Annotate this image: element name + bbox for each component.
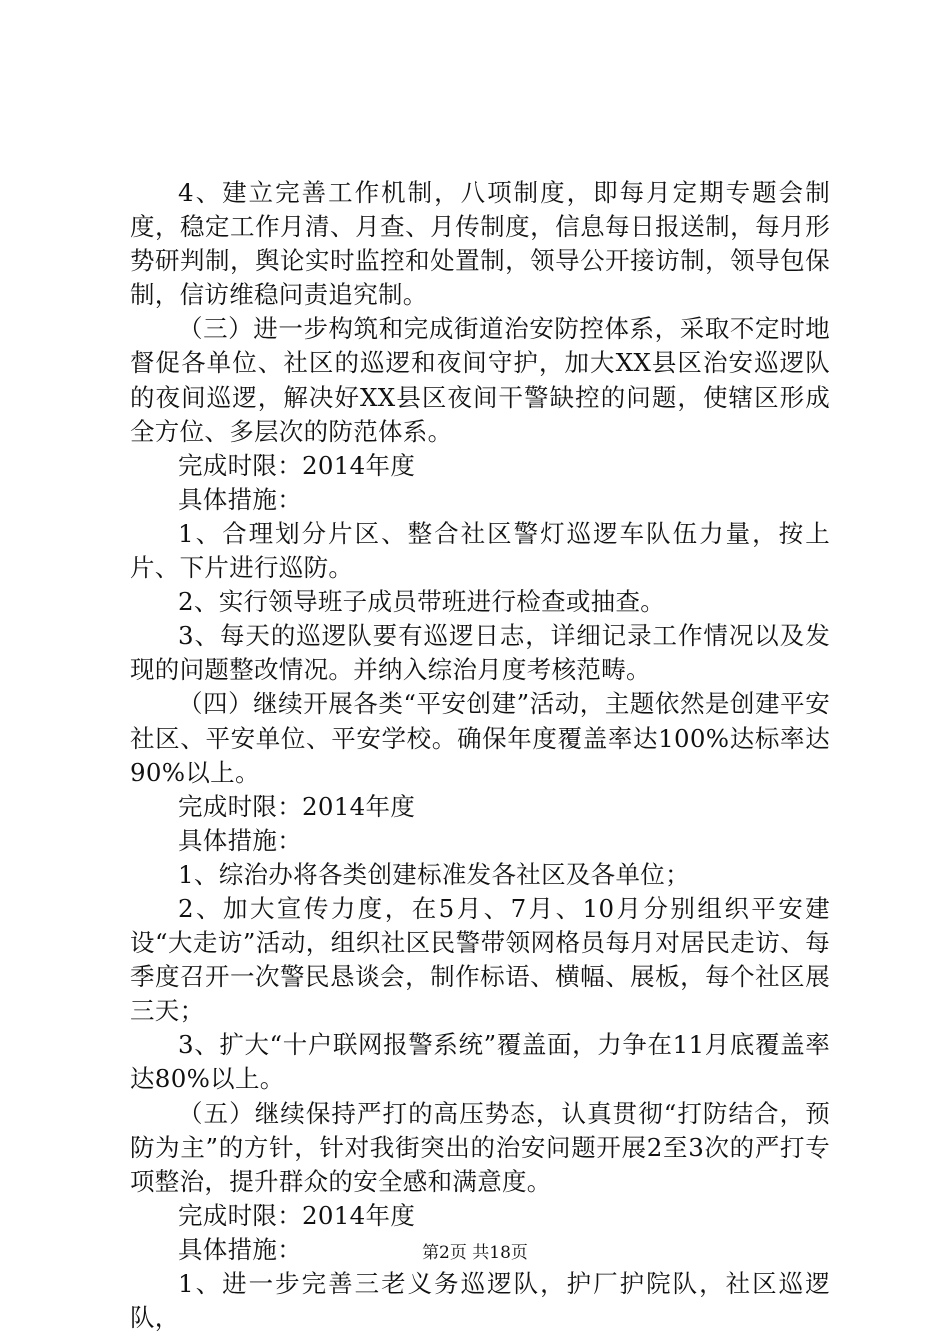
paragraph-deadline: 完成时限：2014年度 — [178, 450, 416, 480]
paragraph-section-4: （四）继续开展各类“平安创建”活动，主题依然是创建平安社区、平安单位、平安学校。确保年度覆盖率达100%达标率达90%以上。 — [130, 689, 830, 787]
paragraph-measures-heading: 具体措施： — [178, 1234, 302, 1264]
paragraph-measure: 3、扩大“十户联网报警系统”覆盖面，力争在11月底覆盖率达80%以上。 — [130, 1030, 830, 1094]
paragraph-section-3: （三）进一步构筑和完成街道治安防控体系，采取不定时地督促各单位、社区的巡逻和夜间守护，加大XX县区治安巡逻队的夜间巡逻，解决好XX县区夜间干警缺控的问题，使辖区形成全方位、多层次的防范体系。 — [130, 314, 830, 446]
paragraph-measure: 2、加大宣传力度，在5月、7月、10月分别组织平安建设“大走访”活动，组织社区民警带领网格员每月对居民走访、每季度召开一次警民恳谈会，制作标语、横幅、展板，每个社区展三天； — [130, 893, 830, 1026]
paragraph-measure: 1、合理划分片区、整合社区警灯巡逻车队伍力量，按上片、下片进行巡防。 — [130, 518, 830, 583]
paragraph-deadline: 完成时限：2014年度 — [178, 791, 416, 821]
paragraph-mechanism: 4、建立完善工作机制，八项制度，即每月定期专题会制度，稳定工作月清、月查、月传制度，信息每日报送制，每月形势研判制，舆论实时监控和处置制，领导公开接访制，领导包保制，信访维稳问责追究制。 — [130, 178, 830, 310]
paragraph-measures-heading: 具体措施： — [178, 484, 302, 514]
paragraph-section-5: （五）继续保持严打的高压势态，认真贯彻“打防结合，预防为主”的方针，针对我街突出的治安问题开展2至3次的严打专项整治，提升群众的安全感和满意度。 — [130, 1098, 830, 1196]
paragraph-measure: 1、综治办将各类创建标准发各社区及各单位； — [178, 859, 690, 889]
document-body — [130, 176, 830, 1335]
paragraph-measures-heading: 具体措施： — [178, 825, 302, 855]
paragraph-measure: 3、每天的巡逻队要有巡逻日志，详细记录工作情况以及发现的问题整改情况。并纳入综治月度考核范畴。 — [130, 621, 830, 685]
paragraph-measure: 1、进一步完善三老义务巡逻队，护厂护院队，社区巡逻队， — [130, 1269, 830, 1333]
page-footer: 第2页 共18页 — [422, 1243, 528, 1263]
paragraph-deadline: 完成时限：2014年度 — [178, 1200, 416, 1230]
paragraph-measure: 2、实行领导班子成员带班进行检查或抽查。 — [178, 587, 666, 617]
